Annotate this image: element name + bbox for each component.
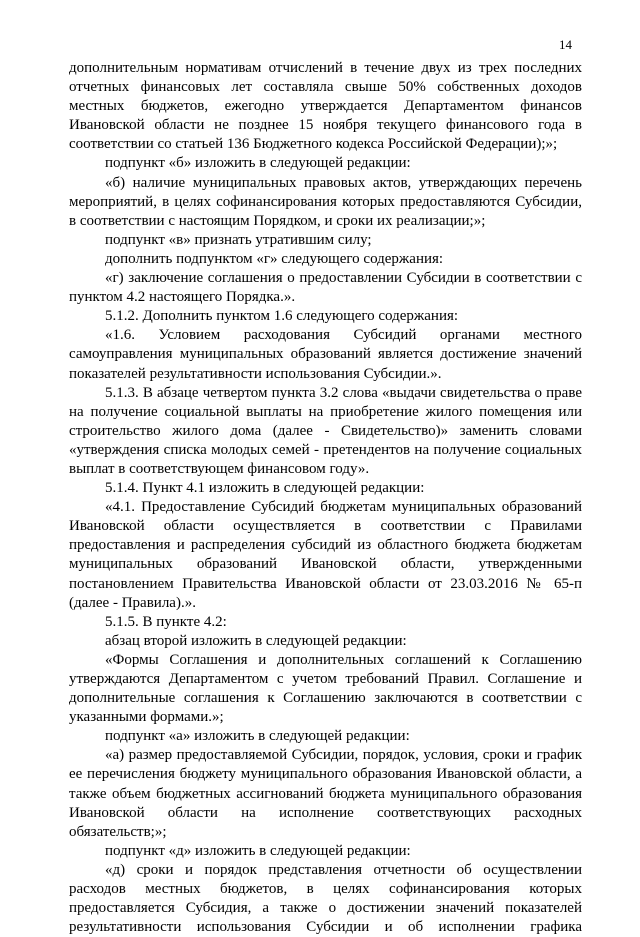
paragraph-subitem-d: «д) сроки и порядок представления отчетности об осуществлении расходов местных бюджетов, в целях софинансирования которых предоставляется Субсидия, а также о достижении значений показателей результативности использования Субсидии и об исполнении графика: [69, 861, 582, 936]
paragraph-5-1-2: 5.1.2. Дополнить пунктом 1.6 следующего содержания:: [105, 308, 459, 325]
paragraph-subitem-a: «а) размер предоставляемой Субсидии, порядок, условия, сроки и график ее перечисления бюджету муниципального образования Ивановской области, а также объем бюджетных ассигнований бюджета муниципального образования Ивановской области на исполнение соответствующих расходных обязательств;»;: [69, 747, 582, 840]
paragraph-instruction-g: дополнить подпунктом «г» следующего содержания:: [105, 250, 444, 267]
paragraph-continuation: дополнительным нормативам отчислений в течение двух из трех последних отчетных финансовых лет составляла свыше 50% собственных доходов местных бюджетов, ежегодно утверждается Департаментом финансов Ивановской области не позднее 15 ноября текущего финансового года в соответствии со статьей 136 Бюджетного кодекса Российской Федерации);»;: [69, 60, 582, 153]
page-number: 14: [559, 37, 572, 52]
paragraph-4-1: «4.1. Предоставление Субсидий бюджетам муниципальных образований Ивановской области осуществляется в соответствии с Правилами предоставления и распределения субсидий из областного бюджета бюджетам муниципальных образований Ивановской области, утвержденными постановлением Правительства Ивановской области от 23.03.2016 № 65-п (далее - Правила).».: [69, 499, 582, 611]
paragraph-instruction-d: подпункт «д» изложить в следующей редакции:: [105, 842, 411, 859]
paragraph-instruction-v: подпункт «в» признать утратившим силу;: [105, 231, 372, 248]
paragraph-subitem-g: «г) заключение соглашения о предоставлении Субсидии в соответствии с пунктом 4.2 настоящего Порядка.».: [69, 270, 582, 306]
paragraph-instruction-second: абзац второй изложить в следующей редакции:: [105, 632, 407, 649]
paragraph-5-1-5: 5.1.5. В пункте 4.2:: [105, 613, 227, 630]
paragraph-1-6: «1.6. Условием расходования Субсидий органами местного самоуправления муниципальных образований является достижение значений показателей результативности использования Субсидии.».: [69, 327, 582, 382]
paragraph-instruction-b: подпункт «б» изложить в следующей редакции:: [105, 155, 411, 172]
paragraph-5-1-4: 5.1.4. Пункт 4.1 изложить в следующей редакции:: [105, 480, 425, 497]
paragraph-forms: «Формы Соглашения и дополнительных соглашений к Соглашению утверждаются Департаментом с учетом требований Правил. Соглашение и дополнительные соглашения к Соглашению заключаются в соответствии с указанными формами.»;: [69, 651, 582, 726]
document-body: [69, 59, 582, 937]
paragraph-5-1-3: 5.1.3. В абзаце четвертом пункта 3.2 слова «выдачи свидетельства о праве на получение социальной выплаты на приобретение жилого помещения или строительство жилого дома (далее - Свидетельство)» заменить словами «утверждения списка молодых семей - претендентов на получение социальных выплат в соответствующем финансовом году».: [69, 384, 582, 477]
paragraph-instruction-a: подпункт «а» изложить в следующей редакции:: [105, 728, 410, 745]
paragraph-subitem-b: «б) наличие муниципальных правовых актов, утверждающих перечень мероприятий, в целях софинансирования которых предоставляются Субсидии, в соответствии с настоящим Порядком, и сроки их реализации;»;: [69, 174, 582, 229]
